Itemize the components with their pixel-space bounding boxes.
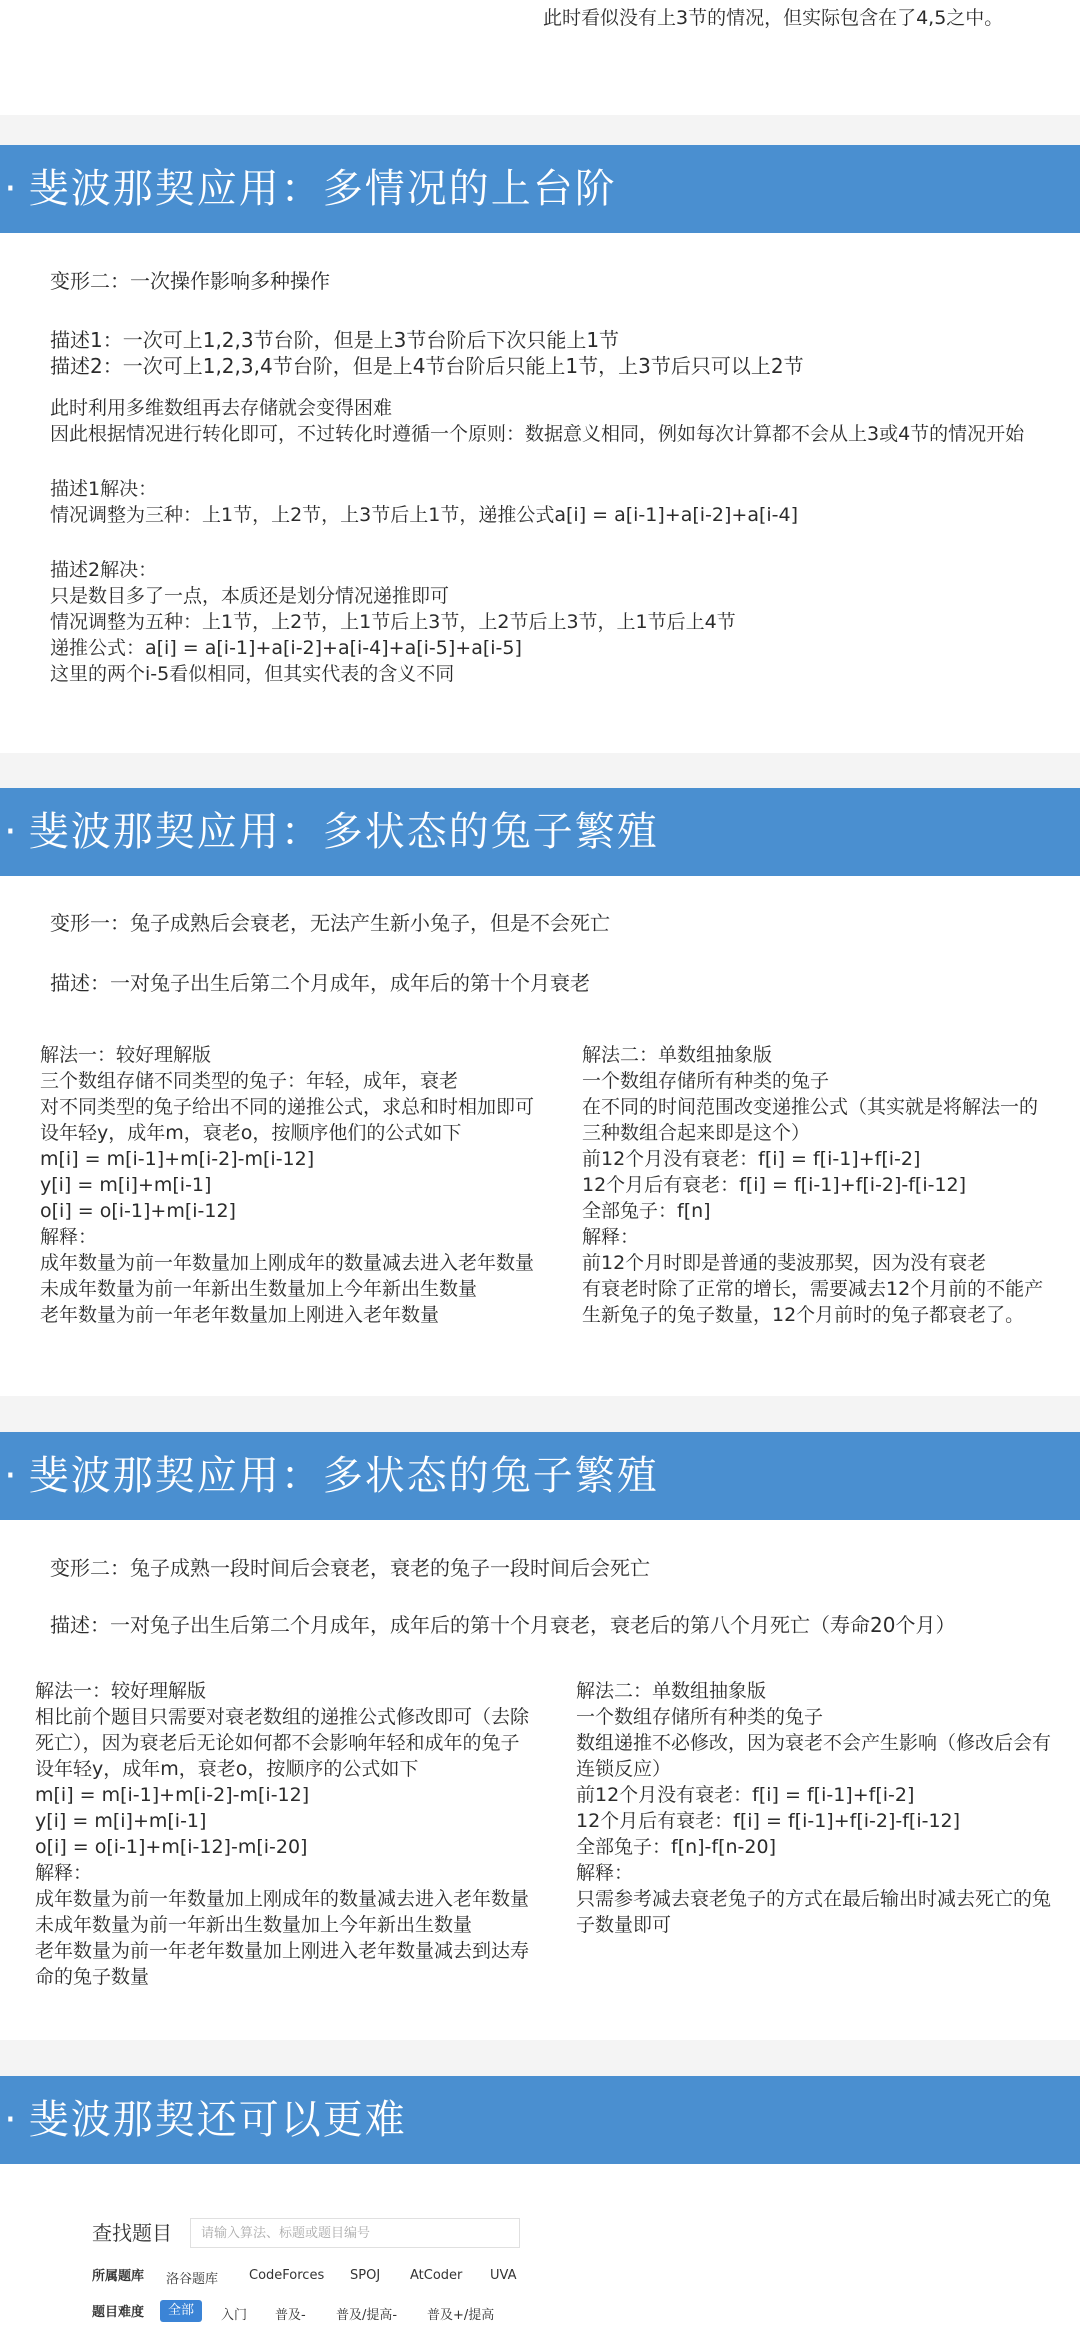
text-line: 解释： xyxy=(40,1226,98,1248)
text-line: 数组递推不必修改，因为衰老不会产生影响（修改后会有 xyxy=(576,1732,1052,1754)
text-line: 12个月后有衰老：f[i] = f[i-1]+f[i-2]-f[i-12] xyxy=(582,1174,967,1196)
text-line: 老年数量为前一年老年数量加上刚进入老年数量减去到达寿 xyxy=(35,1940,530,1962)
text-line: 解法二：单数组抽象版 xyxy=(576,1680,767,1702)
bullet: · xyxy=(4,166,19,212)
text-line: 情况调整为五种：上1节，上2节，上1节后上3节，上2节后上3节，上1节后上4节 xyxy=(50,611,736,633)
text-line: 情况调整为三种：上1节，上2节，上3节后上1节，递推公式a[i] = a[i-1]+a[i-2]+a[i-4] xyxy=(50,504,799,526)
text-line: 三个数组存储不同类型的兔子：年轻，成年，衰老 xyxy=(40,1070,459,1092)
text-line: 12个月后有衰老：f[i] = f[i-1]+f[i-2]-f[i-12] xyxy=(576,1810,961,1832)
divider-band xyxy=(0,2040,1080,2076)
solution-left-column xyxy=(40,1042,534,1328)
source-option[interactable]: CodeForces xyxy=(249,2268,325,2283)
text-line: 未成年数量为前一年新出生数量加上今年新出生数量 xyxy=(35,1914,473,1936)
source-option[interactable]: UVA xyxy=(490,2268,517,2283)
text-line: m[i] = m[i-1]+m[i-2]-m[i-12] xyxy=(35,1784,310,1806)
banner-title: 斐波那契应用：多状态的兔子繁殖 xyxy=(28,1453,659,1499)
description-line: 描述1：一次可上1,2,3节台阶，但是上3节台阶后下次只能上1节 xyxy=(50,328,620,352)
source-option[interactable]: 洛谷题库 xyxy=(166,2272,219,2287)
text-line: 前12个月没有衰老：f[i] = f[i-1]+f[i-2] xyxy=(576,1784,915,1806)
search-input[interactable]: 请输入算法、标题或题目编号 xyxy=(190,2218,520,2248)
text-line: 子数量即可 xyxy=(576,1914,672,1936)
text-line: 这里的两个i-5看似相同，但其实代表的含义不同 xyxy=(50,663,455,685)
text-line: 解法一：较好理解版 xyxy=(35,1680,207,1702)
text-line: 解释： xyxy=(576,1862,634,1884)
difficulty-label: 题目难度 xyxy=(92,2305,145,2320)
section-banner xyxy=(0,1432,1080,1520)
text-line: 老年数量为前一年老年数量加上刚进入老年数量 xyxy=(40,1304,440,1326)
difficulty-option-selected[interactable]: 全部 xyxy=(160,2300,202,2322)
text-line: 未成年数量为前一年新出生数量加上今年新出生数量 xyxy=(40,1278,478,1300)
text-line: 前12个月没有衰老：f[i] = f[i-1]+f[i-2] xyxy=(582,1148,921,1170)
text-line: 设年轻y，成年m，衰老o，按顺序的公式如下 xyxy=(35,1758,419,1780)
description-line: 描述2：一次可上1,2,3,4节台阶，但是上4节台阶后只能上1节，上3节后只可以上2节 xyxy=(50,354,804,378)
text-line: 对不同类型的兔子给出不同的递推公式，求总和时相加即可 xyxy=(40,1096,535,1118)
solution-1 xyxy=(50,476,798,528)
description: 描述：一对兔子出生后第二个月成年，成年后的第十个月衰老 xyxy=(50,971,590,995)
top-note: 此时看似没有上3节的情况，但实际包含在了4,5之中。 xyxy=(543,7,1004,29)
variant-title: 变形二：一次操作影响多种操作 xyxy=(50,269,330,293)
solution-2 xyxy=(50,557,736,687)
text-line: 生新兔子的兔子数量，12个月前时的兔子都衰老了。 xyxy=(582,1304,1025,1326)
text-line: 解法二：单数组抽象版 xyxy=(582,1044,773,1066)
finder-label: 查找题目 xyxy=(92,2221,172,2245)
text-line: 三种数组合起来即是这个） xyxy=(582,1122,811,1144)
text-line: 一个数组存储所有种类的兔子 xyxy=(576,1706,824,1728)
text-line: 只需参考减去衰老兔子的方式在最后输出时减去死亡的兔 xyxy=(576,1888,1052,1910)
section-banner xyxy=(0,788,1080,876)
paragraph xyxy=(50,395,1024,447)
text-line: y[i] = m[i]+m[i-1] xyxy=(40,1174,212,1196)
description: 描述：一对兔子出生后第二个月成年，成年后的第十个月衰老，衰老后的第八个月死亡（寿命20个月） xyxy=(50,1613,956,1637)
solution-right-column xyxy=(582,1042,1043,1328)
text-line: 成年数量为前一年数量加上刚成年的数量减去进入老年数量 xyxy=(35,1888,530,1910)
banner-title: 斐波那契应用：多情况的上台阶 xyxy=(28,166,617,212)
source-option[interactable]: SPOJ xyxy=(350,2268,381,2283)
banner-title: 斐波那契还可以更难 xyxy=(28,2097,407,2143)
text-line: o[i] = o[i-1]+m[i-12]-m[i-20] xyxy=(35,1836,308,1858)
section-banner xyxy=(0,145,1080,233)
text-line: 递推公式：a[i] = a[i-1]+a[i-2]+a[i-4]+a[i-5]+a[i-5] xyxy=(50,637,522,659)
text-line: 设年轻y，成年m，衰老o，按顺序他们的公式如下 xyxy=(40,1122,462,1144)
text-line: 因此根据情况进行转化即可，不过转化时遵循一个原则：数据意义相同，例如每次计算都不会从上3或4节的情况开始 xyxy=(50,423,1025,445)
source-label: 所属题库 xyxy=(92,2269,145,2284)
text-line: 此时利用多维数组再去存储就会变得困难 xyxy=(50,397,393,419)
difficulty-option[interactable]: 普及- xyxy=(275,2308,306,2323)
bullet: · xyxy=(4,2097,19,2143)
difficulty-option[interactable]: 普及/提高- xyxy=(336,2308,398,2323)
section-banner xyxy=(0,2076,1080,2164)
text-line: 描述2解决： xyxy=(50,559,158,581)
bullet: · xyxy=(4,1453,19,1499)
text-line: y[i] = m[i]+m[i-1] xyxy=(35,1810,207,1832)
text-line: 解释： xyxy=(582,1226,640,1248)
divider-band xyxy=(0,753,1080,788)
description-block xyxy=(50,327,804,379)
banner-title: 斐波那契应用：多状态的兔子繁殖 xyxy=(28,809,659,855)
text-line: o[i] = o[i-1]+m[i-12] xyxy=(40,1200,236,1222)
text-line: 解释： xyxy=(35,1862,93,1884)
text-line: 连锁反应） xyxy=(576,1758,672,1780)
text-line: 相比前个题目只需要对衰老数组的递推公式修改即可（去除 xyxy=(35,1706,530,1728)
text-line: 有衰老时除了正常的增长，需要减去12个月前的不能产 xyxy=(582,1278,1044,1300)
text-line: 成年数量为前一年数量加上刚成年的数量减去进入老年数量 xyxy=(40,1252,535,1274)
solution-right-column xyxy=(576,1678,1051,1938)
solution-left-column xyxy=(35,1678,529,1990)
text-line: 解法一：较好理解版 xyxy=(40,1044,212,1066)
text-line: 只是数目多了一点，本质还是划分情况递推即可 xyxy=(50,585,450,607)
variant-title: 变形二：兔子成熟一段时间后会衰老，衰老的兔子一段时间后会死亡 xyxy=(50,1556,650,1580)
text-line: 死亡），因为衰老后无论如何都不会影响年轻和成年的兔子 xyxy=(35,1732,520,1754)
text-line: 前12个月时即是普通的斐波那契，因为没有衰老 xyxy=(582,1252,987,1274)
source-option[interactable]: AtCoder xyxy=(410,2268,463,2283)
text-line: 全部兔子：f[n] xyxy=(582,1200,711,1222)
bullet: · xyxy=(4,809,19,855)
text-line: 命的兔子数量 xyxy=(35,1966,150,1988)
text-line: 一个数组存储所有种类的兔子 xyxy=(582,1070,830,1092)
variant-title: 变形一：兔子成熟后会衰老，无法产生新小兔子，但是不会死亡 xyxy=(50,911,610,935)
text-line: 在不同的时间范围改变递推公式（其实就是将解法一的 xyxy=(582,1096,1039,1118)
text-line: 描述1解决： xyxy=(50,478,158,500)
divider-band xyxy=(0,115,1080,145)
text-line: m[i] = m[i-1]+m[i-2]-m[i-12] xyxy=(40,1148,315,1170)
difficulty-option[interactable]: 入门 xyxy=(221,2308,248,2323)
difficulty-option[interactable]: 普及+/提高 xyxy=(427,2308,495,2323)
divider-band xyxy=(0,1396,1080,1432)
text-line: 全部兔子：f[n]-f[n-20] xyxy=(576,1836,777,1858)
